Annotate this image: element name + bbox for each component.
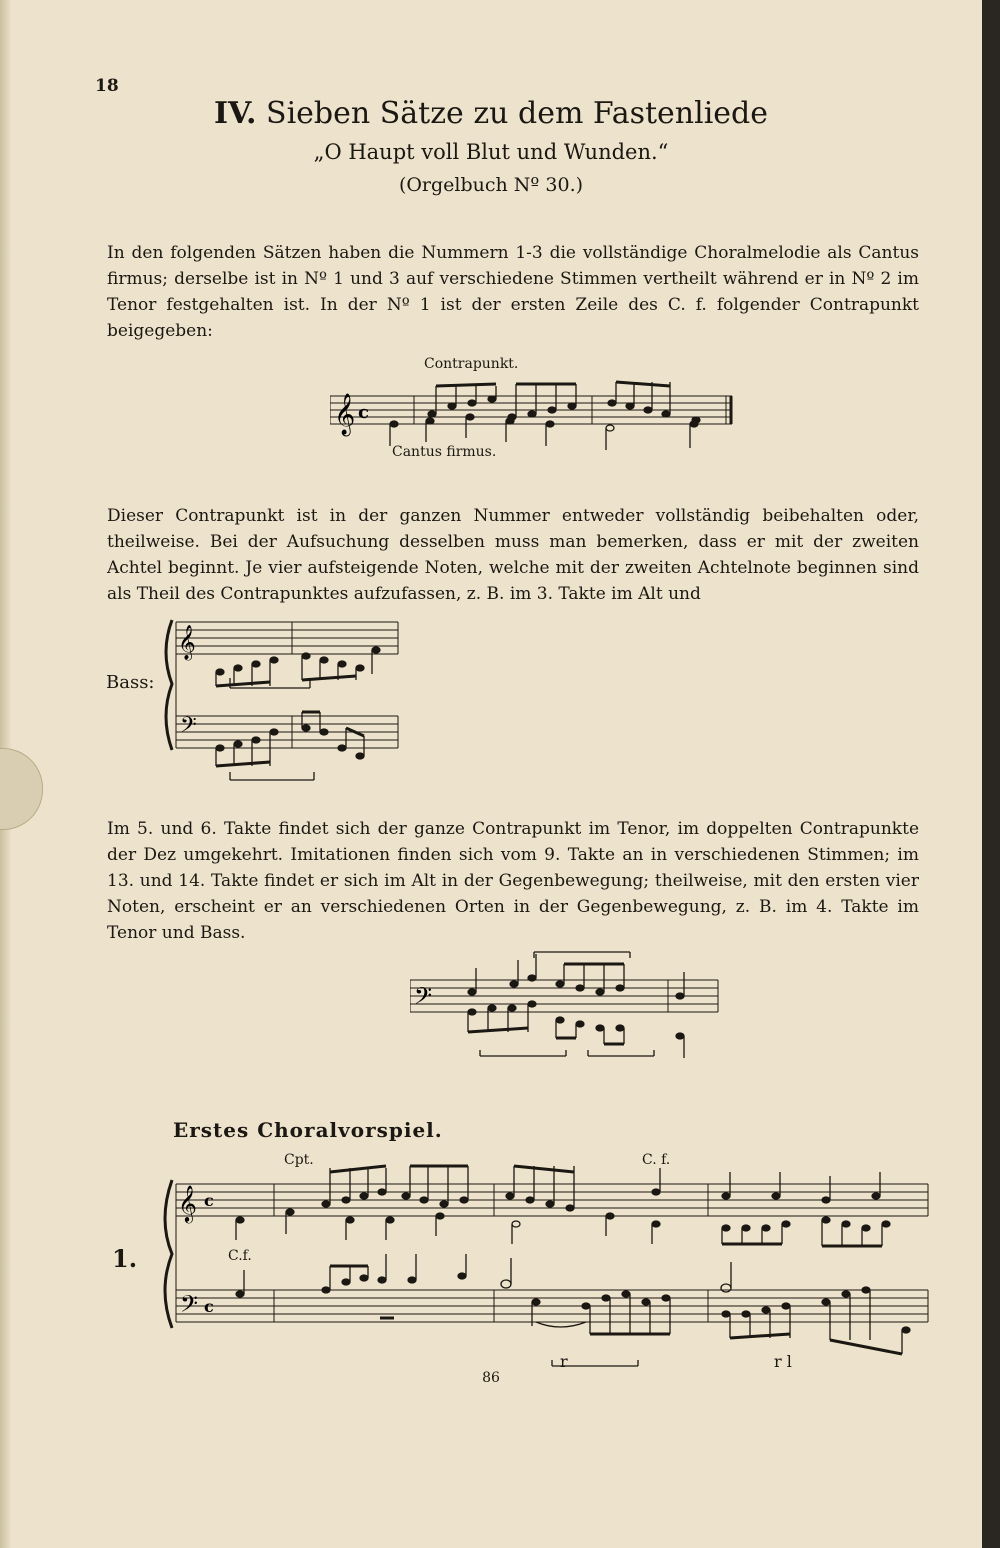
section-subtitle: „O Haupt voll Blut und Wunden.“	[313, 140, 669, 164]
choralvorspiel-heading: Erstes Choralvorspiel.	[173, 1118, 443, 1142]
mark-rl: r l	[774, 1352, 792, 1371]
contrapunkt-label: Contrapunkt.	[424, 356, 519, 372]
paragraph-intro: In den folgenden Sätzen haben die Nummern 1-3 die vollständige Choralmelodie als Cantus firmus; derselbe ist in Nº 1 und 3 auf verschiedene Stimmen vertheilt während er in Nº 2 im Tenor festgehalten ist. In der Nº 1 ist der ersten Zeile des C. f. folgender Contrapunkt beigegeben:	[107, 243, 919, 341]
bass-clef-icon: 𝄢	[180, 1290, 199, 1323]
paragraph-contrapunkt: Dieser Contrapunkt ist in der ganzen Nummer entweder vollständig beibehalten oder, theilweise. Bei der Aufsuchung desselben muss man bemerken, dass er mit der zweiten Achtel beginnt. Je vier aufsteigende Noten, welche mit der zweiten Achtelnote beginnen sind als Theil des Contrapunktes aufzufassen, z. B. im 3. Takte im Alt und	[107, 506, 919, 604]
page-number: 18	[95, 76, 119, 96]
brace-icon	[166, 620, 172, 750]
paragraph-imitationen: Im 5. und 6. Takte findet sich der ganze Contrapunkt im Tenor, im doppelten Contrapunkte der Dez umgekehrt. Imitationen finden sich vom 9. Takte an in verschiedenen Stimmen; im 13. und 14. Takte findet er sich im Alt in der Gegenbewegung; theilweise, mit den ersten vier Noten, erscheint er an verschiedenen Orten in der Gegenbewegung, z. B. im 4. Takte im Tenor und Bass.	[107, 819, 919, 943]
treble-clef-icon: 𝄞	[178, 625, 196, 660]
cantus-firmus-label: Cantus firmus.	[392, 444, 497, 460]
svg-text:c: c	[204, 1191, 214, 1210]
treble-clef-icon: 𝄞	[178, 1184, 197, 1222]
brace-icon	[165, 1180, 172, 1328]
example-bass-staff	[410, 944, 730, 1064]
cf-label-upper: C. f.	[642, 1152, 671, 1168]
bookmark-tab	[0, 748, 43, 830]
section-title-text: Sieben Sätze zu dem Fastenliede	[266, 96, 769, 131]
choralvorspiel-system	[150, 1150, 940, 1370]
svg-text:c: c	[358, 402, 369, 423]
example-bass-system	[150, 612, 410, 792]
svg-text:c: c	[204, 1297, 214, 1316]
footer-number: 86	[482, 1370, 500, 1386]
cf-label-lower: C.f.	[228, 1248, 252, 1264]
section-reference: (Orgelbuch Nº 30.)	[398, 174, 584, 196]
section-roman-numeral: IV.	[213, 96, 257, 131]
page-edge-shadow	[982, 0, 1000, 1548]
bass-clef-icon: 𝄢	[180, 713, 197, 743]
section-title	[0, 96, 982, 131]
piece-number: 1.	[112, 1244, 138, 1273]
treble-clef-icon: 𝄞	[334, 394, 356, 435]
cpt-label: Cpt.	[284, 1152, 314, 1168]
bass-label: Bass:	[106, 672, 155, 693]
mark-r: r	[560, 1352, 568, 1371]
bass-clef-icon: 𝄢	[414, 982, 433, 1015]
